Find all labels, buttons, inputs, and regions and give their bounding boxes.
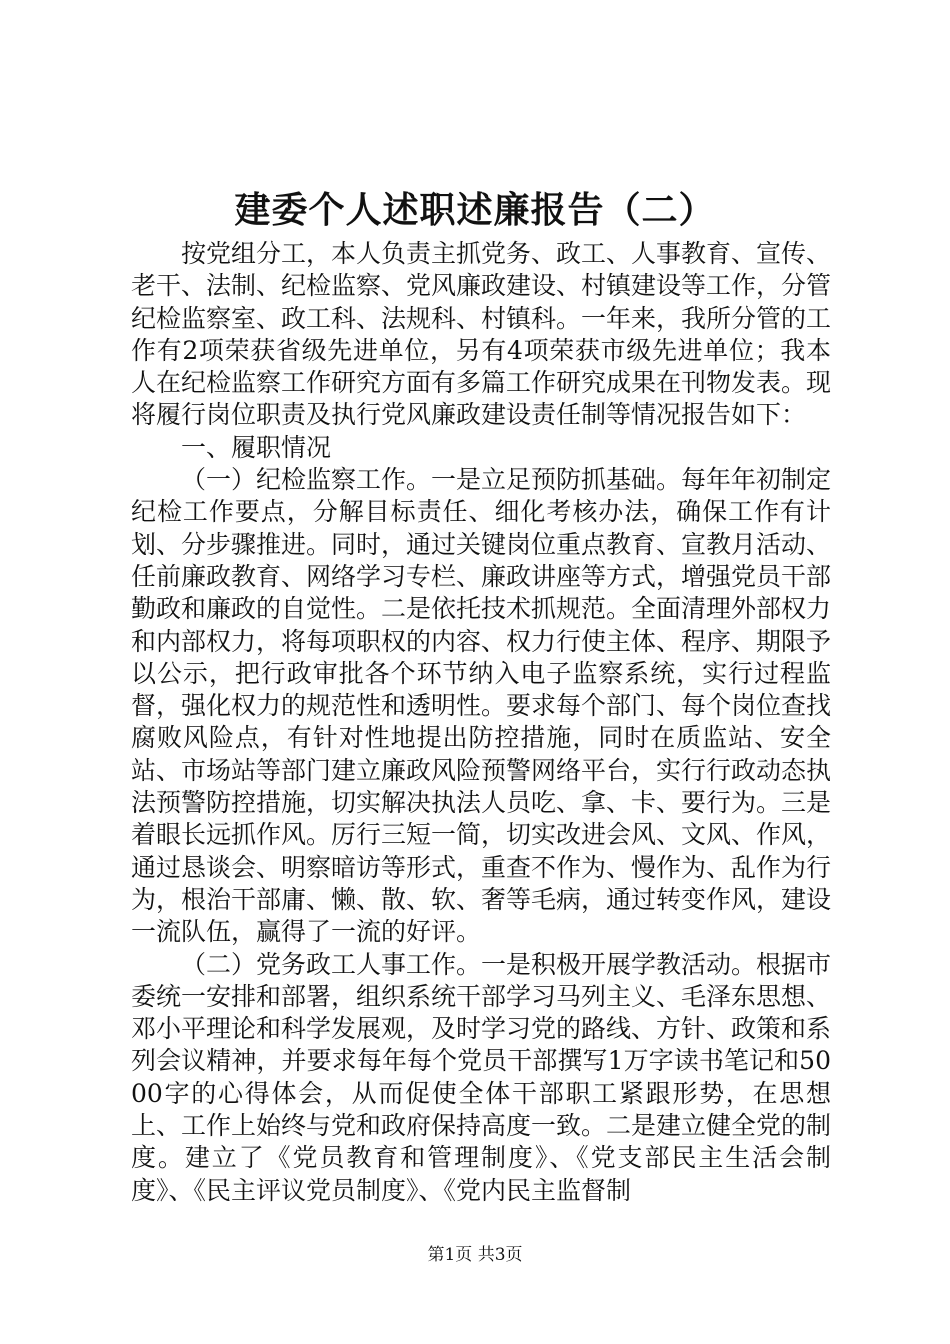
document-title: 建委个人述职述廉报告（二） (234, 189, 716, 231)
intro-paragraph: 按党组分工，本人负责主抓党务、政工、人事教育、宣传、老干、法制、纪检监察、党风廉政建设、村镇建设等工作，分管纪检监察室、政工科、法规科、村镇科。一年来，我所分管的工作有2项荣获省级先进单位，另有4项荣获市级先进单位；我本人在纪检监察工作研究方面有多篇工作研究成果在刊物发表。现将履行岗位职责及执行党风廉政建设责任制等情况报告如下： (131, 239, 832, 430)
section-heading-duties: 一、履职情况 (181, 432, 332, 462)
page-number-footer: 第1页 共3页 (427, 1245, 523, 1265)
document-body (131, 238, 831, 1207)
discipline-inspection-paragraph: （一）纪检监察工作。一是立足预防抓基础。每年年初制定纪检工作要点，分解目标责任、细化考核办法，确保工作有计划、分步骤推进。同时，通过关键岗位重点教育、宣教月活动、任前廉政教育、网络学习专栏、廉政讲座等方式，增强党员干部勤政和廉政的自觉性。二是依托技术抓规范。全面清理外部权力和内部权力，将每项职权的内容、权力行使主体、程序、期限予以公示，把行政审批各个环节纳入电子监察系统，实行过程监督，强化权力的规范性和透明性。要求每个部门、每个岗位查找腐败风险点，有针对性地提出防控措施，同时在质监站、安全站、市场站等部门建立廉政风险预警网络平台，实行行政动态执法预警防控措施，切实解决执法人员吃、拿、卡、要行为。三是着眼长远抓作风。厉行三短一简，切实改进会风、文风、作风，通过恳谈会、明察暗访等形式，重查不作为、慢作为、乱作为行为，根治干部庸、懒、散、软、奢等毛病，通过转变作风，建设一流队伍，赢得了一流的好评。 (131, 465, 832, 947)
party-affairs-paragraph: （二）党务政工人事工作。一是积极开展学教活动。根据市委统一安排和部署，组织系统干部学习马列主义、毛泽东思想、邓小平理论和科学发展观，及时学习党的路线、方针、政策和系列会议精神，并要求每年每个党员干部撰写1万字读书笔记和5000字的心得体会，从而促使全体干部职工紧跟形势，在思想上、工作上始终与党和政府保持高度一致。二是建立健全党的制度。建立了《党员教育和管理制度》、《党支部民主生活会制度》、《民主评议党员制度》、《党内民主监督制 (131, 949, 832, 1205)
